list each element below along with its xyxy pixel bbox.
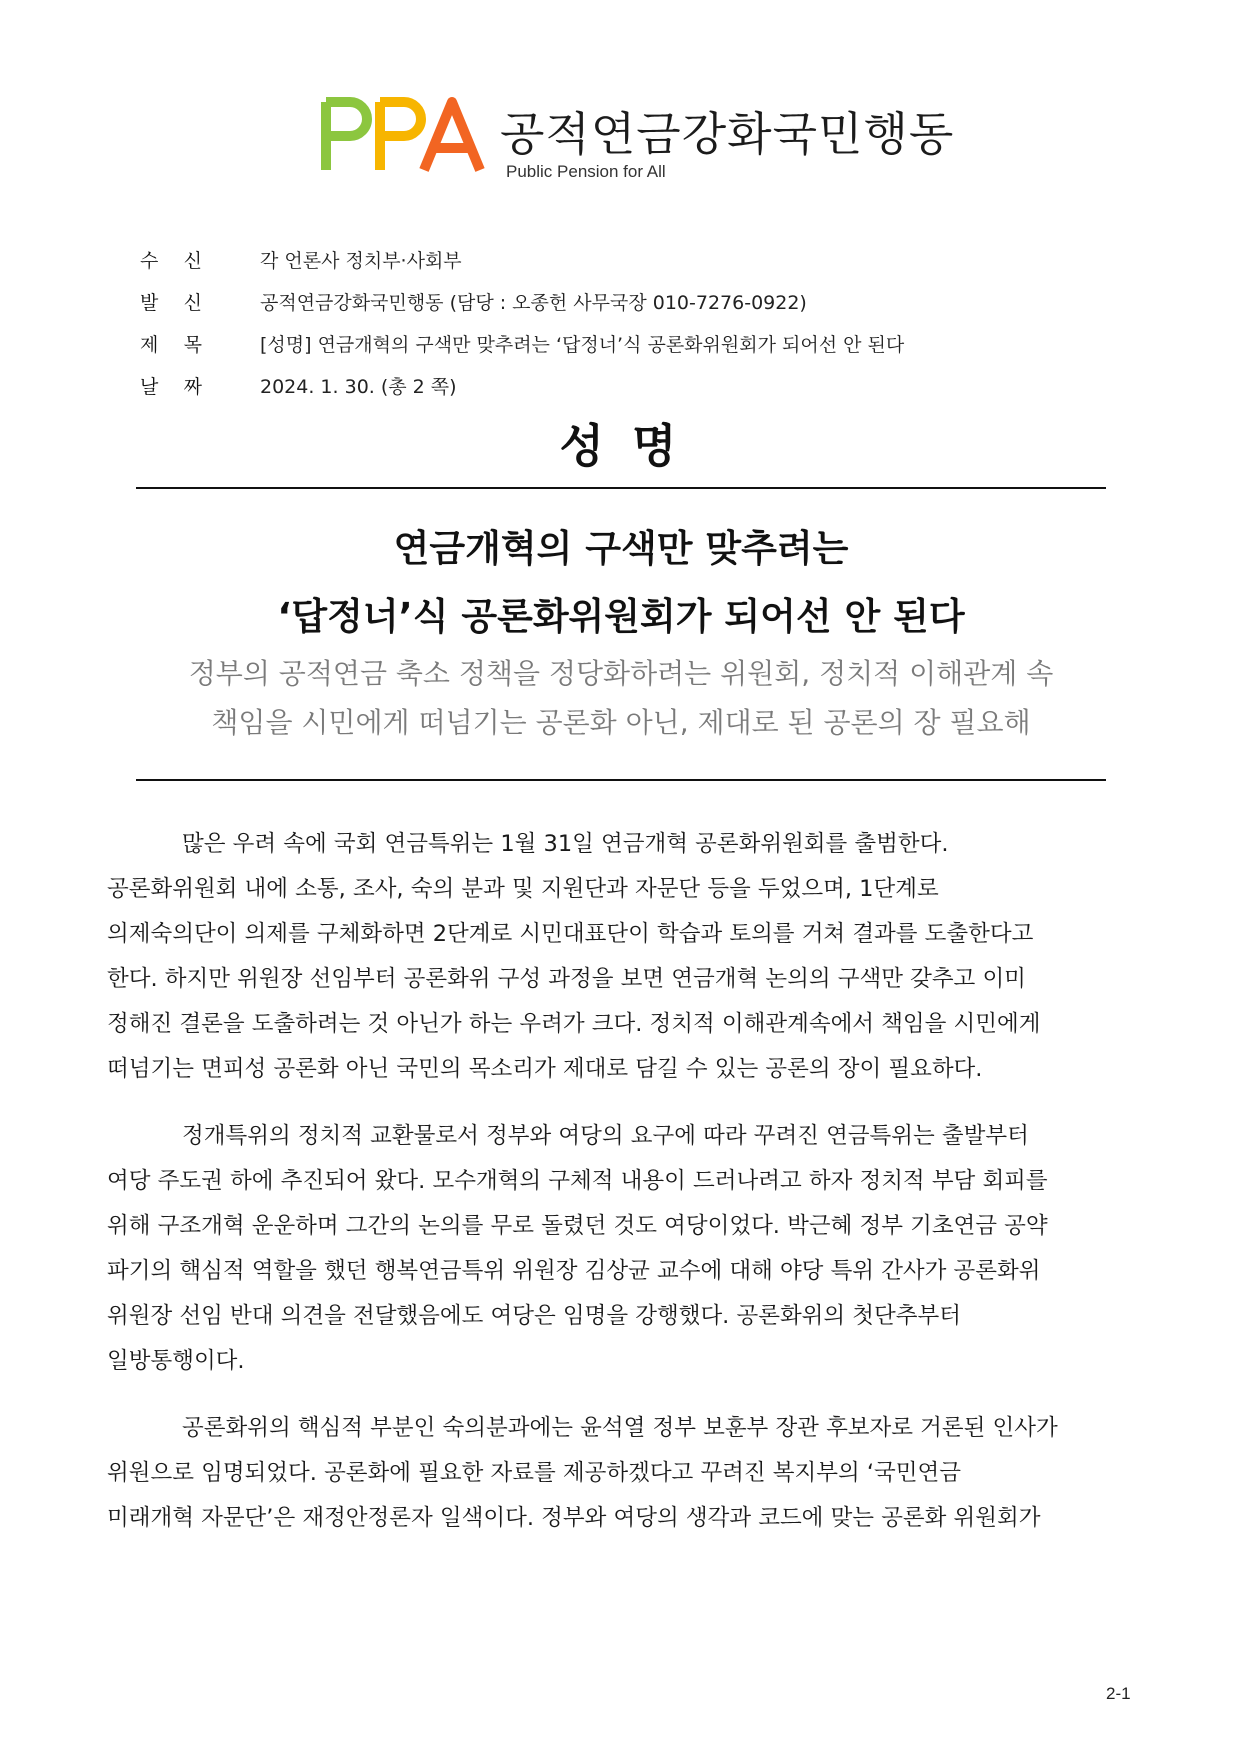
org-subtitle: Public Pension for All	[506, 162, 666, 181]
meta-value: 공적연금강화국민행동 (담당 : 오종헌 사무국장 010-7276-0922)	[260, 291, 807, 314]
paragraph-line: 위원장 선임 반대 의견을 전달했음에도 여당은 임명을 강행했다. 공론화위의 첫단추부터	[107, 1303, 961, 1329]
paragraph-line: 여당 주도권 하에 추진되어 왔다. 모수개혁의 구체적 내용이 드러나려고 하자 정치적 부담 회피를	[107, 1168, 1048, 1194]
paragraph-line: 정해진 결론을 도출하려는 것 아닌가 하는 우려가 크다. 정치적 이해관계속에서 책임을 시민에게	[107, 1011, 1041, 1037]
meta-row-recipient	[140, 238, 904, 280]
logo-letter-p1	[326, 102, 367, 170]
meta-value: [성명] 연금개혁의 구색만 맞추려는 ‘답정너’식 공론화위원회가 되어선 안 된다	[260, 333, 905, 356]
page-number: 2-1	[1106, 1684, 1131, 1703]
paragraph	[107, 822, 1137, 1092]
meta-label: 발 신	[140, 291, 202, 314]
statement-body	[107, 822, 1137, 1563]
paragraph	[107, 1406, 1137, 1541]
paragraph-line: 위원으로 임명되었다. 공론화에 필요한 자료를 제공하겠다고 꾸려진 복지부의 ‘국민연금	[107, 1460, 961, 1486]
meta-label: 수 신	[140, 249, 202, 272]
meta-label: 제 목	[140, 333, 202, 356]
header-logo	[320, 96, 955, 186]
paragraph-line: 떠넘기는 면피성 공론화 아닌 국민의 목소리가 제대로 담길 수 있는 공론의 장이 필요하다.	[107, 1056, 983, 1082]
logo-letter-a	[424, 102, 480, 170]
meta-row-sender	[140, 280, 904, 322]
document-title: 성 명	[559, 419, 683, 473]
document-meta	[140, 238, 904, 406]
divider-bottom	[136, 779, 1106, 781]
org-name: 공적연금강화국민행동	[500, 107, 955, 161]
subhead-line-2: 책임을 시민에게 떠넘기는 공론화 아닌, 제대로 된 공론의 장 필요해	[211, 706, 1031, 739]
meta-row-date	[140, 364, 904, 406]
meta-value: 각 언론사 정치부·사회부	[260, 249, 462, 272]
paragraph-line: 파기의 핵심적 역할을 했던 행복연금특위 위원장 김상균 교수에 대해 야당 특위 간사가 공론화위	[107, 1258, 1041, 1284]
paragraph-line: 의제숙의단이 의제를 구체화하면 2단계로 시민대표단이 학습과 토의를 거쳐 결과를 도출한다고	[107, 921, 1034, 947]
paragraph-line: 미래개혁 자문단’은 재정안정론자 일색이다. 정부와 여당의 생각과 코드에 맞는 공론화 위원회가	[107, 1505, 1041, 1531]
paragraph-line: 위해 구조개혁 운운하며 그간의 논의를 무로 돌렸던 것도 여당이었다. 박근혜 정부 기초연금 공약	[107, 1213, 1048, 1239]
paragraph-line: 일방통행이다.	[107, 1348, 245, 1374]
headline-line-1: 연금개혁의 구색만 맞추려는	[393, 527, 849, 570]
paragraph-line: 정개특위의 정치적 교환물로서 정부와 여당의 요구에 따라 꾸려진 연금특위는 출발부터	[182, 1123, 1029, 1149]
paragraph-line: 한다. 하지만 위원장 선임부터 공론화위 구성 과정을 보면 연금개혁 논의의 구색만 갖추고 이미	[107, 966, 1026, 992]
ppa-logo-mark	[320, 96, 485, 176]
paragraph-line: 공론화위의 핵심적 부분인 숙의분과에는 윤석열 정부 보훈부 장관 후보자로 거론된 인사가	[182, 1415, 1058, 1441]
meta-row-subject	[140, 322, 904, 364]
subhead-line-1: 정부의 공적연금 축소 정책을 정당화하려는 위원회, 정치적 이해관계 속	[188, 657, 1054, 690]
divider-top	[136, 487, 1106, 489]
paragraph-line: 공론화위원회 내에 소통, 조사, 숙의 분과 및 지원단과 자문단 등을 두었으며, 1단계로	[107, 876, 939, 902]
meta-label: 날 짜	[140, 375, 202, 398]
paragraph	[107, 1114, 1137, 1384]
paragraph-line: 많은 우려 속에 국회 연금특위는 1월 31일 연금개혁 공론화위원회를 출범한다.	[182, 831, 949, 857]
logo-letter-p2	[380, 102, 421, 170]
meta-value: 2024. 1. 30. (총 2 쪽)	[260, 375, 457, 398]
headline-line-2: ‘답정너’식 공론화위원회가 되어선 안 된다	[277, 595, 965, 638]
